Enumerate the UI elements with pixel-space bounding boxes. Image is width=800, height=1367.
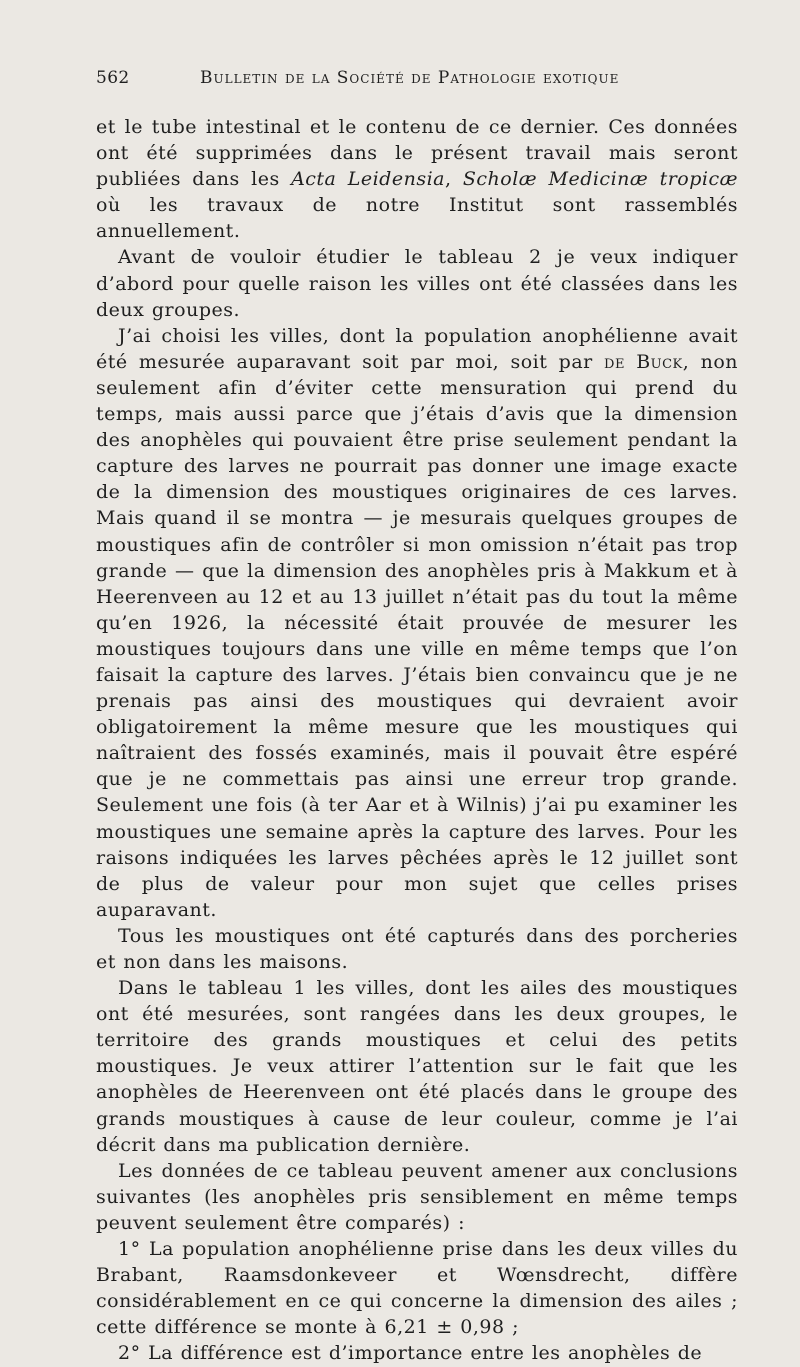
text-run: où les travaux de notre Institut sont rassemblés annuellement.: [96, 194, 738, 243]
journal-title: Bulletin de la Société de Pathologie exotique: [200, 68, 620, 88]
text-run: ,: [444, 168, 463, 191]
author-name-smallcaps: de Buck: [604, 350, 683, 373]
paragraph-3: [96, 323, 738, 923]
text-run: J’ai choisi les villes, dont la population anophélienne avait été mesurée auparavant soit par moi, soit par: [96, 324, 738, 373]
article-body: [96, 114, 738, 1367]
school-name-italic: Scholæ Medicinæ tropicæ: [462, 168, 738, 191]
text-run: et le tube intestinal et le contenu de ce dernier. Ces données ont été supprimées dans le présent travail mais seront publiées dans les: [96, 116, 738, 191]
paragraph-4: Tous les moustiques ont été capturés dans des porcheries et non dans les maisons.: [96, 924, 738, 973]
journal-name-italic: Acta Leidensia: [291, 168, 445, 191]
running-header: [96, 68, 738, 92]
paragraph-5: Dans le tableau 1 les villes, dont les ailes des moustiques ont été mesurées, sont rangées dans les deux groupes, le territoire des grands moustiques et celui des petits moustiques. Je veux attirer l’attention sur le fait que les anophèles de Heerenveen ont été placés dans le groupe des grands moustiques à cause de leur couleur, comme je l’ai décrit dans ma publication dernière.: [96, 977, 738, 1156]
paragraph-6: Les données de ce tableau peuvent amener aux conclusions suivantes (les anophèles pris sensiblement en même temps peuvent seulement être comparés) :: [96, 1159, 738, 1234]
paragraph-1: [96, 114, 738, 244]
paragraph-7: 1° La population anophélienne prise dans les deux villes du Brabant, Raamsdonkeveer et Wœnsdrecht, diffère considérablement en ce qui concerne la dimension des ailes ; cette différence se monte à 6,21 ± 0,98 ;: [96, 1238, 738, 1339]
text-run: , non seulement afin d’éviter cette mensuration qui prend du temps, mais aussi parce que j’étais d’avis que la dimension des anophèles qui pouvaient être prise seulement pendant la capture des larves ne pourrait pas donner une image exacte de la dimension des moustiques originaires de ces larves. Mais quand il se montra — je mesurais quelques groupes de moustiques afin de contrôler si mon omission n’était pas trop grande — que la dimension des anophèles pris à Makkum et à Heerenveen au 12 et au 13 juillet n’était pas du tout la même qu’en 1926, la nécessité était prouvée de mesurer les moustiques toujours dans une ville en même temps que l’on faisait la capture des larves. J’étais bien convaincu que je ne prenais pas ainsi des moustiques qui devraient avoir obligatoirement la même mesure que les moustiques qui naîtraient des fossés examinés, mais il pouvait être espéré que je ne commettais pas ainsi une erreur trop grande. Seulement une fois (à ter Aar et à Wilnis) j’ai pu examiner les moustiques une semaine après la capture des larves. Pour les raisons indiquées les larves pêchées après le 12 juillet sont de plus de valeur pour mon sujet que celles prises auparavant.: [96, 350, 739, 921]
paragraph-8: 2° La différence est d’importance entre les anophèles de: [118, 1342, 703, 1365]
page-number: 562: [96, 68, 130, 88]
paragraph-2: Avant de vouloir étudier le tableau 2 je veux indiquer d’abord pour quelle raison les villes ont été classées dans les deux groupes.: [96, 246, 738, 321]
